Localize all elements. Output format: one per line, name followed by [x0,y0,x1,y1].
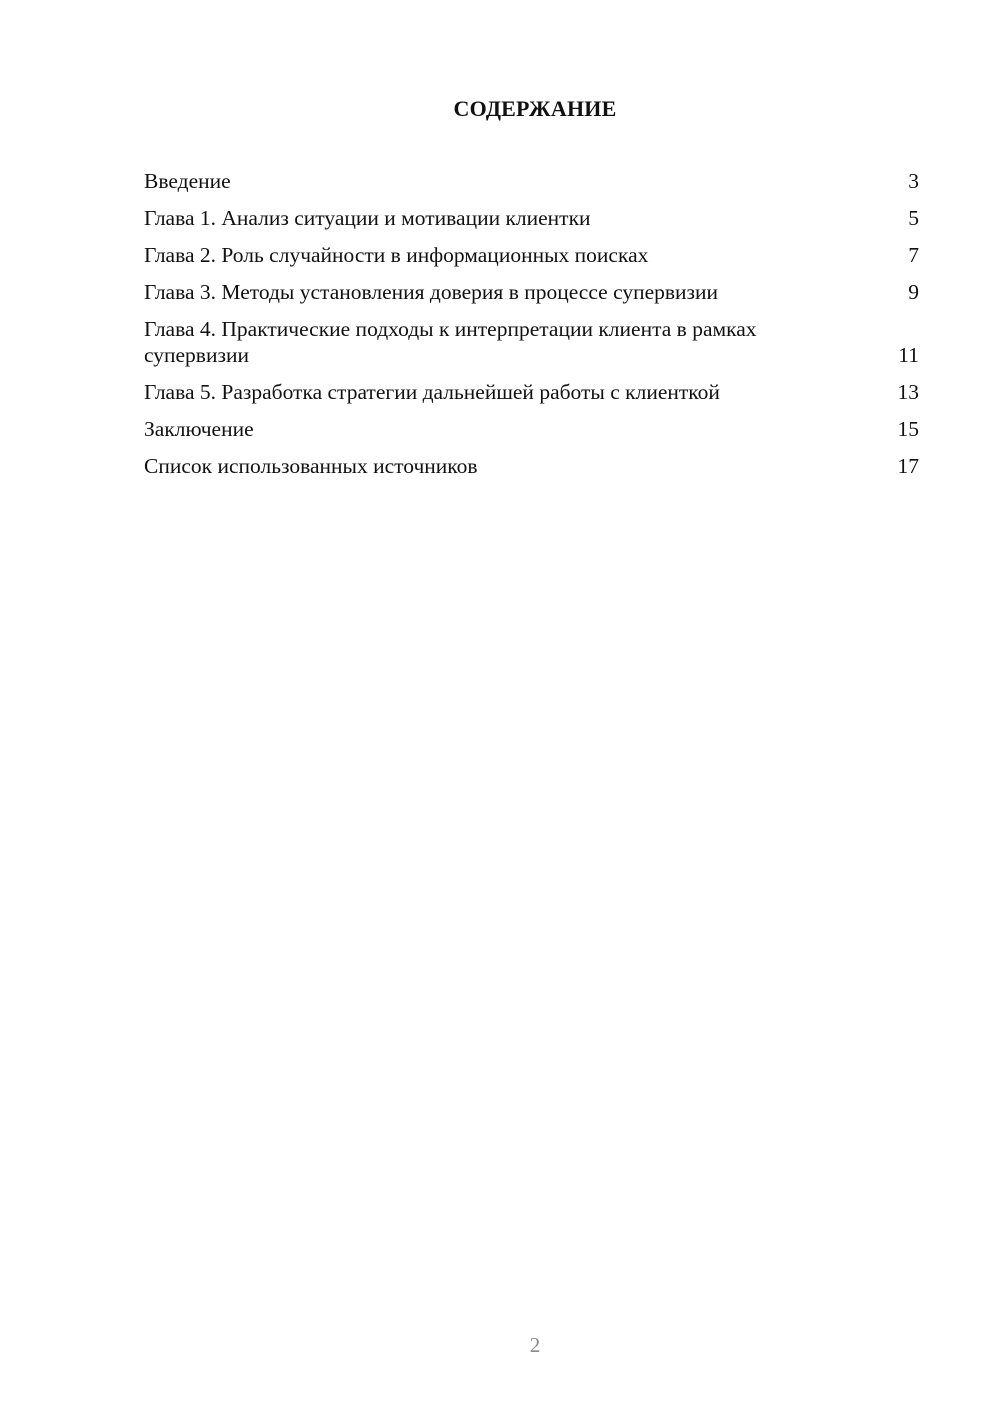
page-title: СОДЕРЖАНИЕ [453,96,617,121]
toc-entry-title: Список использованных источников [144,454,478,478]
toc-entry-page: 15 [897,417,919,441]
toc-entry-title: Глава 1. Анализ ситуации и мотивации клиентки [144,206,591,230]
toc-entry-page: 5 [908,206,919,230]
toc-entry-introduction[interactable] [144,168,919,194]
toc-entry-page: 7 [908,243,919,267]
toc-entry-page: 13 [897,380,919,404]
toc-entry-title: Глава 3. Методы установления доверия в процессе супервизии [144,280,719,304]
toc-entry-chapter-3[interactable] [144,279,919,305]
toc-entry-title: Глава 2. Роль случайности в информационных поисках [144,243,649,267]
toc-entry-page: 9 [908,280,919,304]
toc-entry-title: Заключение [144,417,254,441]
toc-entry-page: 17 [897,454,919,478]
toc-entry-chapter-1[interactable] [144,205,919,231]
toc-entry-title: Введение [144,169,231,193]
page-number: 2 [529,1333,541,1357]
toc-entry-chapter-5[interactable] [144,379,919,405]
toc-entry-conclusion[interactable] [144,416,919,442]
toc-entry-references[interactable] [144,453,919,479]
toc-entry-title: Глава 5. Разработка стратегии дальнейшей работы с клиенткой [144,380,720,404]
toc-entry-page: 3 [908,169,919,193]
toc-entry-title: Глава 4. Практические подходы к интерпретации клиента в рамках супервизии [144,317,757,367]
table-of-contents [144,168,919,490]
toc-entry-chapter-2[interactable] [144,242,919,268]
toc-entry-chapter-4[interactable] [144,316,919,368]
toc-entry-page: 11 [898,343,919,367]
